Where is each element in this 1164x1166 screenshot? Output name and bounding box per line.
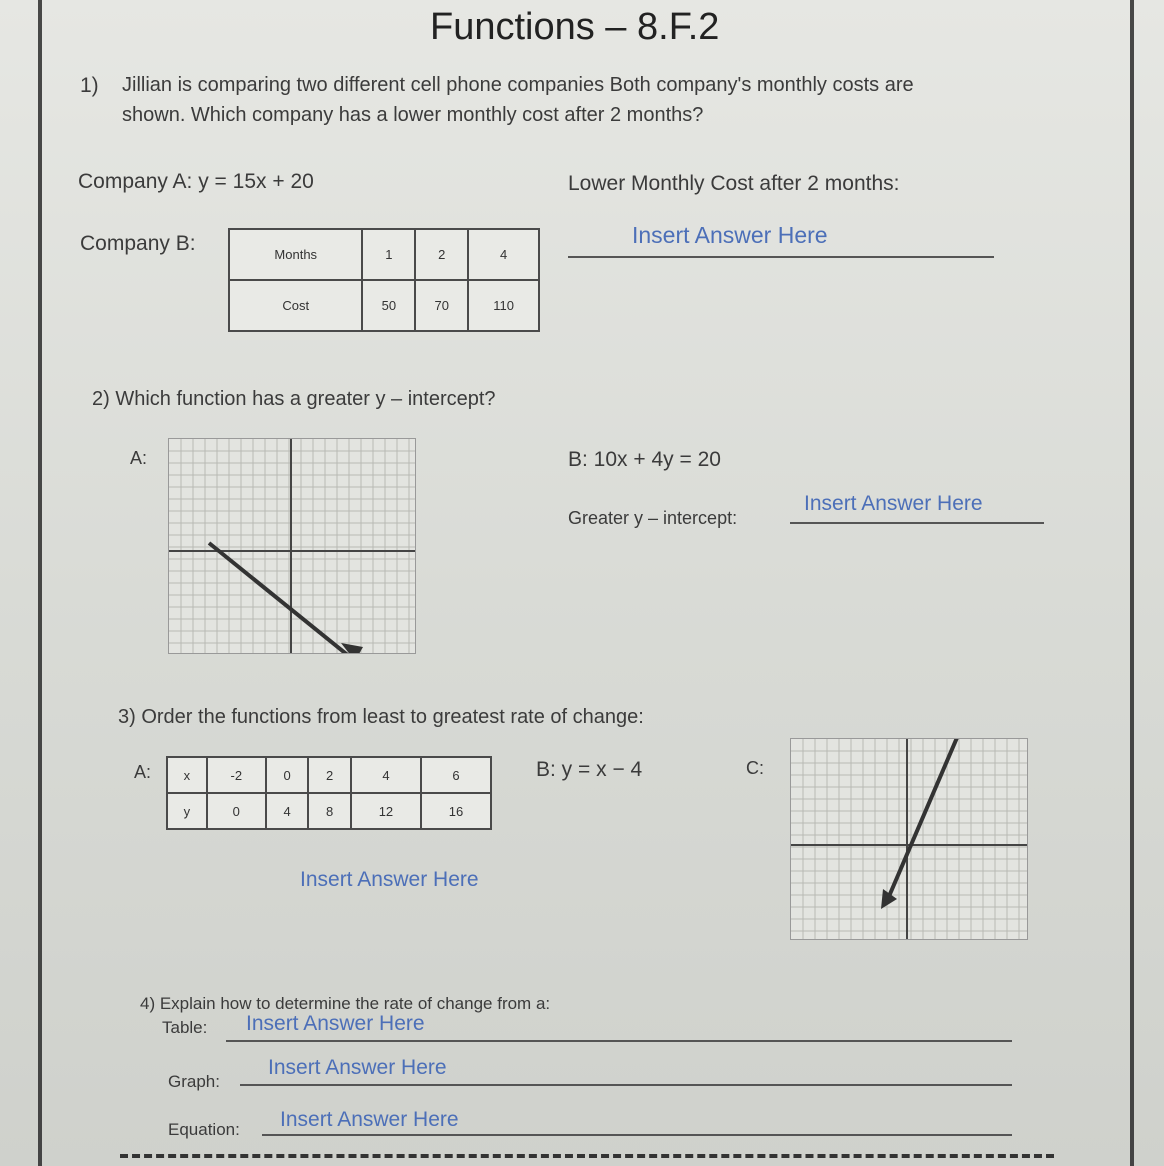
- q1-text-line2: shown. Which company has a lower monthly cost after 2 months?: [122, 104, 704, 126]
- table-cell: 4: [468, 229, 539, 280]
- q1-company-b-table: [228, 228, 540, 332]
- q3-b-label: B: y = x − 4: [536, 758, 643, 781]
- table-cell: 2: [308, 757, 351, 793]
- q2-b-label: B: 10x + 4y = 20: [568, 448, 721, 471]
- bottom-dashed-border: [120, 1154, 1054, 1158]
- q1-text-line1: Jillian is comparing two different cell phone companies Both company's monthly costs are: [122, 74, 914, 96]
- q4-graph-label: Graph:: [168, 1072, 220, 1091]
- q3-text: 3) Order the functions from least to greatest rate of change:: [118, 706, 644, 728]
- q2-answer-underline: [790, 522, 1044, 524]
- table-cell: 0: [266, 757, 309, 793]
- q3-a-label: A:: [134, 762, 152, 782]
- q2-graph-svg: [169, 439, 415, 653]
- table-cell: 8: [308, 793, 351, 829]
- q1-number: 1): [80, 74, 99, 97]
- right-border: [1130, 0, 1134, 1166]
- q3-c-label: C:: [746, 758, 764, 778]
- q3-answer-field[interactable]: Insert Answer Here: [300, 868, 479, 891]
- q2-a-label: A:: [130, 448, 148, 468]
- table-cell: 4: [266, 793, 309, 829]
- q4-table-underline: [226, 1040, 1012, 1042]
- table-cell: 1: [362, 229, 415, 280]
- table-cell: y: [167, 793, 207, 829]
- table-cell: 12: [351, 793, 421, 829]
- q3-graph-svg: [791, 739, 1027, 939]
- table-cell: 70: [415, 280, 468, 331]
- q1-answer-field[interactable]: Insert Answer Here: [632, 222, 828, 248]
- q4-graph-underline: [240, 1084, 1012, 1086]
- table-cell: 2: [415, 229, 468, 280]
- table-cell: -2: [207, 757, 266, 793]
- table-cell: 6: [421, 757, 491, 793]
- table-cell: 110: [468, 280, 539, 331]
- q4-text: 4) Explain how to determine the rate of change from a:: [140, 994, 551, 1013]
- q2-answer-field[interactable]: Insert Answer Here: [804, 492, 983, 515]
- q4-equation-label: Equation:: [168, 1120, 240, 1139]
- q4-table-answer-field[interactable]: Insert Answer Here: [246, 1012, 425, 1035]
- table-cell: 50: [362, 280, 415, 331]
- table-cell: x: [167, 757, 207, 793]
- q1-answer-label: Lower Monthly Cost after 2 months:: [568, 172, 900, 195]
- q4-table-label: Table:: [162, 1018, 208, 1037]
- q1-company-a: Company A: y = 15x + 20: [78, 170, 314, 193]
- q4-equation-underline: [262, 1134, 1012, 1136]
- table-cell: 16: [421, 793, 491, 829]
- q4-equation-answer-field[interactable]: Insert Answer Here: [280, 1108, 459, 1131]
- table-cell: 0: [207, 793, 266, 829]
- q2-answer-label: Greater y – intercept:: [568, 508, 738, 528]
- table-cell: 4: [351, 757, 421, 793]
- q1-company-b: Company B:: [80, 232, 196, 255]
- q2-graph-a: [168, 438, 416, 654]
- q2-text: 2) Which function has a greater y – intercept?: [92, 388, 496, 410]
- left-border: [38, 0, 42, 1166]
- page-title: Functions – 8.F.2: [430, 6, 720, 48]
- table-cell: Cost: [229, 280, 362, 331]
- q3-table-a: [166, 756, 492, 830]
- q1-answer-underline: [568, 256, 994, 258]
- q4-graph-answer-field[interactable]: Insert Answer Here: [268, 1056, 447, 1079]
- q3-graph-c: [790, 738, 1028, 940]
- table-cell: Months: [229, 229, 362, 280]
